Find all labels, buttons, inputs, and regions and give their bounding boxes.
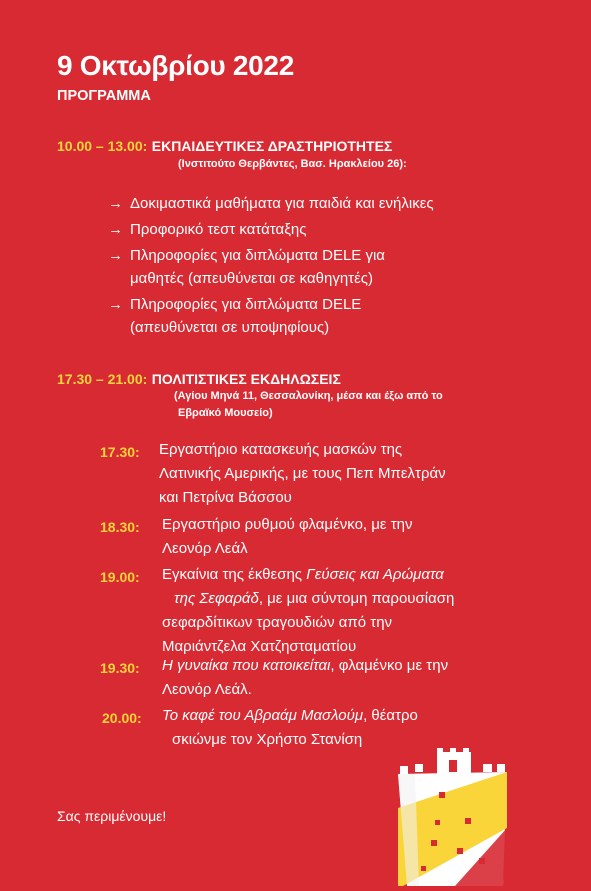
section-location: (Αγίου Μηνά 11, Θεσσαλονίκη, μέσα και έξω από το Εβραϊκό Μουσείο): [174, 390, 443, 419]
arrow-right-icon: →: [108, 296, 123, 313]
list-item: → Πληροφορίες για διπλώματα DELE (απευθύνεται σε υποψηφίους): [108, 293, 568, 339]
events-list: [0, 438, 591, 758]
event-description: Εργαστήριο ρυθμού φλαμένκο, με την Λεονόρ Λεάλ: [162, 516, 413, 557]
arrow-right-icon: →: [108, 221, 123, 238]
event-time: 18.30:: [100, 519, 140, 535]
event-time: 17.30:: [100, 444, 140, 460]
event-time: 19.00:: [100, 569, 140, 585]
section-time: 17.30 – 21.00:: [57, 371, 148, 387]
program-heading: ΠΡΟΓΡΑΜΜΑ: [57, 88, 151, 104]
section-time: 10.00 – 13.00:: [57, 138, 148, 154]
event-time: 19.30:: [100, 660, 140, 676]
list-item: → Προφορικό τεστ κατάταξης: [108, 218, 568, 241]
event-description: Η γυναίκα που κατοικείται, φλαμένκο με την Λεονόρ Λεάλ.: [162, 657, 449, 698]
list-item: → Πληροφορίες για διπλώματα DELE για μαθητές (απευθύνεται σε καθηγητές): [108, 244, 568, 290]
section-location: (Ινστιτούτο Θερβάντες, Βασ. Ηρακλείου 26):: [178, 158, 407, 170]
list-item: → Δοκιμαστικά μαθήματα για παιδιά και ενήλικες: [108, 192, 568, 215]
event-description: Εργαστήριο κατασκευής μασκών της Λατινικής Αμερικής, με τους Πεπ Μπελτράν και Πετρίνα Βάσσου: [159, 441, 446, 506]
event-description: Εγκαίνια της έκθεσης Γεύσεις και Αρώματα της Σεφαράδ, με μια σύντομη παρουσίαση σεφαρδίτικων τραγουδιών από την Μαριάντζελα Χατζησταματίου: [162, 566, 455, 655]
white-tower-icon: [395, 748, 510, 891]
event-time: 20.00:: [102, 710, 142, 726]
section-cultural-header: [57, 371, 341, 389]
closing-message: Σας περιμένουμε!: [57, 808, 167, 824]
section-title: ΕΚΠΑΙΔΕΥΤΙΚΕΣ ΔΡΑΣΤΗΡΙΟΤΗΤΕΣ: [151, 138, 393, 154]
event-description: Το καφέ του Αβραάμ Μασλούμ, θέατρο σκιώνμε τον Χρήστο Στανίση: [162, 707, 418, 748]
arrow-right-icon: →: [108, 247, 123, 264]
bullet-list: [108, 192, 568, 339]
section-title: ΠΟΛΙΤΙΣΤΙΚΕΣ ΕΚΔΗΛΩΣΕΙΣ: [151, 371, 341, 387]
event-date: 9 Οκτωβρίου 2022: [57, 50, 294, 81]
arrow-right-icon: →: [108, 195, 123, 212]
section-educational-header: [57, 138, 392, 156]
